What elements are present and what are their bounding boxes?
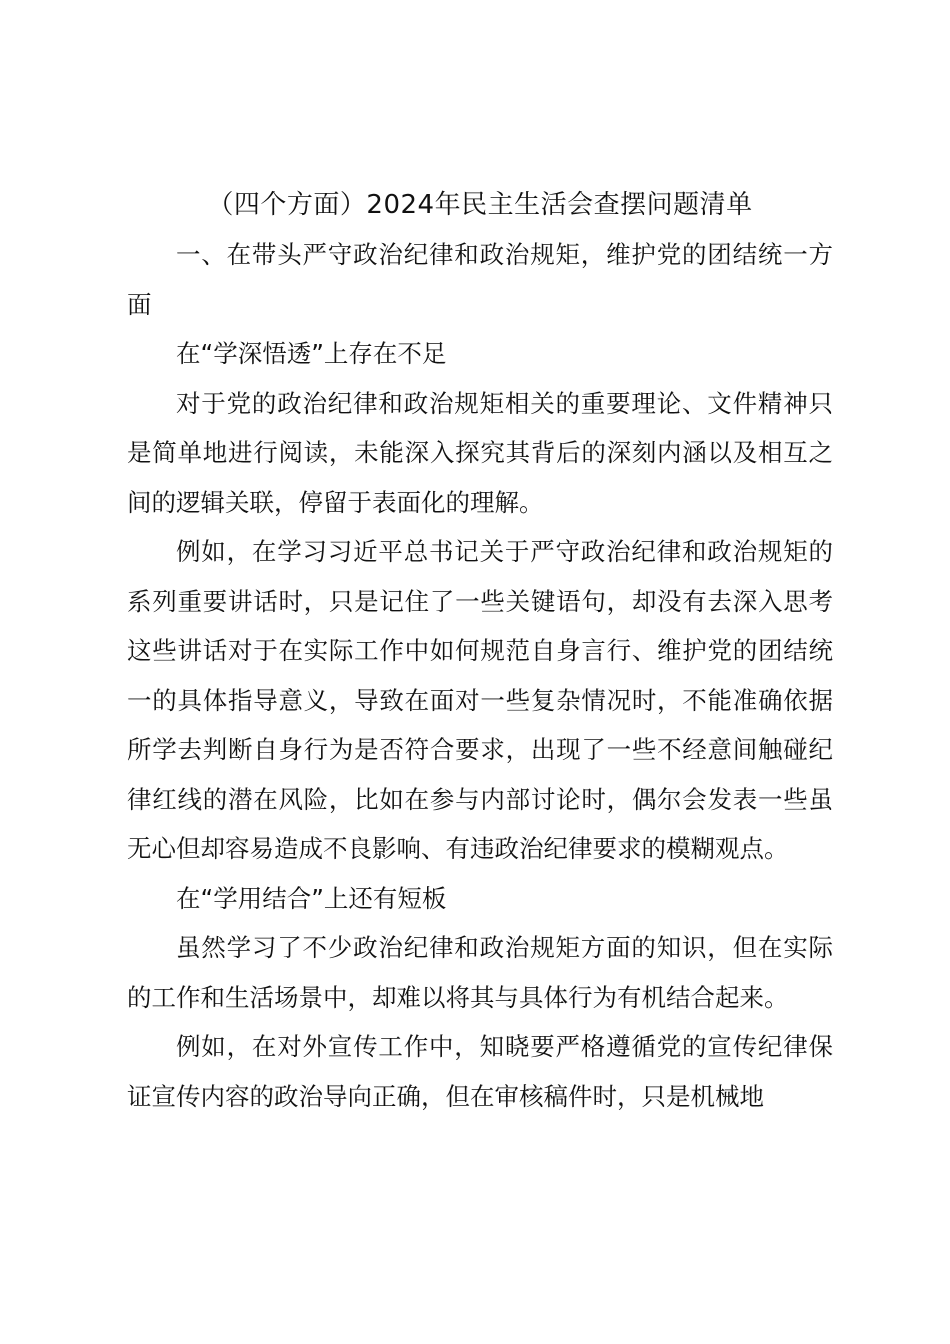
paragraph-4: 例如，在对外宣传工作中，知晓要严格遵循党的宣传纪律保证宣传内容的政治导向正确，但在审核稿件时，只是机械地 [127, 1032, 833, 1111]
paragraph-2: 例如，在学习习近平总书记关于严守政治纪律和政治规矩的系列重要讲话时，只是记住了一些关键语句，却没有去深入思考这些讲话对于在实际工作中如何规范自身言行、维护党的团结统一的具体指导意义，导致在面对一些复杂情况时，不能准确依据所学去判断自身行为是否符合要求，出现了一些不经意间触碰纪律红线的潜在风险，比如在参与内部讨论时，偶尔会发表一些虽无心但却容易造成不良影响、有违政治纪律要求的模糊观点。 [127, 537, 833, 863]
paragraph-1: 对于党的政治纪律和政治规矩相关的重要理论、文件精神只是简单地进行阅读，未能深入探究其背后的深刻内涵以及相互之间的逻辑关联，停留于表面化的理解。 [127, 388, 833, 517]
section-heading: 一、在带头严守政治纪律和政治规矩，维护党的团结统一方面 [127, 240, 833, 319]
subsection-heading-2: 在“学用结合”上还有短板 [176, 883, 447, 913]
document-body [127, 180, 833, 1121]
paragraph-3: 虽然学习了不少政治纪律和政治规矩方面的知识，但在实际的工作和生活场景中，却难以将其与具体行为有机结合起来。 [127, 933, 833, 1012]
subsection-heading-1: 在“学深悟透”上存在不足 [176, 339, 447, 368]
document-title: （四个方面）2024年民主生活会查摆问题清单 [207, 190, 753, 220]
